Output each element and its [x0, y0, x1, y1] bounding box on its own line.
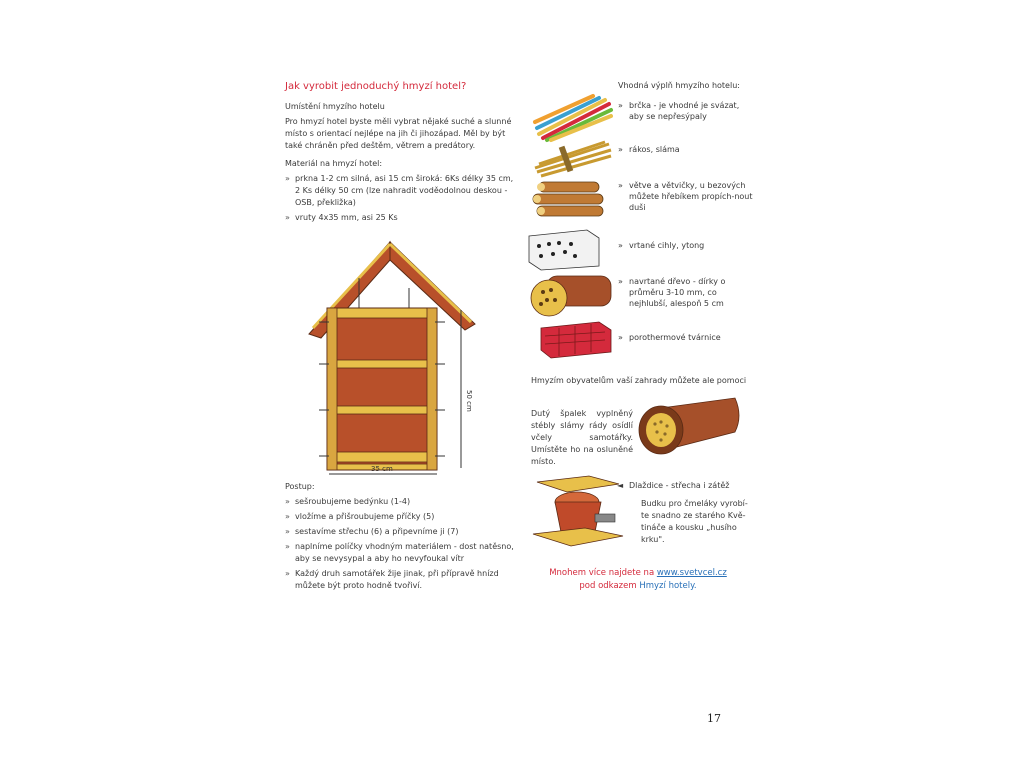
- page-title: Jak vyrobit jednoduchý hmyzí hotel?: [285, 81, 467, 92]
- shelf: [331, 360, 435, 368]
- procedure-list: [285, 496, 525, 592]
- width-label: 35 cm: [371, 465, 393, 473]
- height-label: 50 cm: [465, 390, 473, 412]
- material-list: [285, 173, 515, 224]
- fill-item-text: rákos, sláma: [629, 145, 680, 154]
- ytong-block-illustration: [527, 226, 607, 270]
- fill-item: » rákos, sláma: [618, 144, 755, 155]
- fill-item: » navrtané dřevo - dírky o průměru 3-10 mm, co nejhlubší, alespoň 5 cm: [618, 276, 755, 309]
- fill-item-text: větve a větvičky, u bezových můžete hřebíkem propích-nout duši: [629, 181, 753, 212]
- fill-item-text: vrtané cihly, ytong: [629, 241, 705, 250]
- side-board: [327, 308, 337, 470]
- placement-heading: Umístění hmyzího hotelu: [285, 102, 385, 111]
- list-item: » vložíme a přišroubujeme příčky (5): [285, 511, 525, 523]
- material-heading: Materiál na hmyzí hotel:: [285, 159, 383, 168]
- procedure-heading: Postup:: [285, 482, 315, 491]
- drilled-wood-illustration: [527, 270, 615, 320]
- fill-item: » vrtané cihly, ytong: [618, 240, 755, 251]
- straws-illustration: [533, 94, 613, 142]
- list-item: » prkna 1-2 cm silná, asi 15 cm široká: 6Ks délky 35 cm, 2 Ks délky 50 cm (lze nahradit voděodolnou deskou - OSB, překližka): [285, 173, 515, 209]
- list-item: » vruty 4x35 mm, asi 25 Ks: [285, 212, 515, 224]
- porotherm-block-illustration: [539, 320, 613, 360]
- fill-item-text: brčka - je vhodné je svázat, aby se nepřesýpaly: [629, 101, 740, 121]
- shelf: [331, 452, 435, 462]
- help-text: Hmyzím obyvatelům vaší zahrady můžete ale pomoci: [531, 376, 747, 385]
- fill-heading: Vhodná výplň hmyzího hotelu:: [618, 81, 740, 90]
- bumblebee-text: Budku pro čmeláky vyrobí-te snadno ze starého Kvě-tináče a kousku „husího krku".: [641, 499, 748, 544]
- more-topic: Hmyzí hotely.: [639, 581, 697, 591]
- fill-item-text: navrtané dřevo - dírky o průměru 3-10 mm, co nejhlubší, alespoň 5 cm: [629, 277, 726, 308]
- list-item: » sešroubujeme bedýnku (1-4): [285, 496, 525, 508]
- roof-label: ◄ Dlaždice - střecha i zátěž: [617, 481, 730, 490]
- fill-item-text: porothermové tvárnice: [629, 333, 721, 342]
- box-back: [335, 318, 430, 464]
- roof-label-text: Dlaždice - střecha i zátěž: [629, 481, 730, 490]
- more-prefix: Mnohem více najdete na: [549, 568, 655, 578]
- list-item: » sestavíme střechu (6) a připevníme ji (7): [285, 526, 525, 538]
- list-item: » Každý druh samotářek žije jinak, při přípravě hnízd můžete být proto hodně tvořiví.: [285, 568, 525, 592]
- insect-hotel-illustration: [295, 238, 485, 478]
- more-info: [523, 567, 753, 593]
- list-item: » naplníme políčky vhodným materiálem - dost natěsno, aby se nevysypal a aby ho nevyfoukal vítr: [285, 541, 525, 565]
- right-column: [523, 80, 755, 640]
- left-column: [285, 80, 515, 228]
- page-number: 17: [707, 712, 721, 725]
- reeds-illustration: [533, 138, 613, 178]
- fill-item: » porothermové tvárnice: [618, 332, 755, 343]
- procedure-section: [285, 481, 525, 596]
- branches-illustration: [529, 178, 613, 224]
- shelf: [331, 406, 435, 414]
- log-text: Dutý špalek vyplněný stébly slámy rády osídlí včely samotářky. Umístěte ho na osluněné místo.: [531, 409, 633, 466]
- more-link[interactable]: www.svetvcel.cz: [656, 568, 727, 578]
- hollow-log-illustration: [633, 396, 743, 458]
- bumblebee-pot-illustration: [529, 472, 625, 552]
- side-board: [427, 308, 437, 470]
- placement-text: Pro hmyzí hotel byste měli vybrat nějaké suché a slunné místo s orientací nejlépe na jih či jihozápad. Měl by být také chráněn před deštěm, větrem a predátory.: [285, 117, 512, 150]
- more-under: pod odkazem: [579, 581, 637, 591]
- fill-item: » brčka - je vhodné je svázat, aby se nepřesýpaly: [618, 100, 755, 122]
- fill-item: » větve a větvičky, u bezových můžete hřebíkem propích-nout duši: [618, 180, 755, 213]
